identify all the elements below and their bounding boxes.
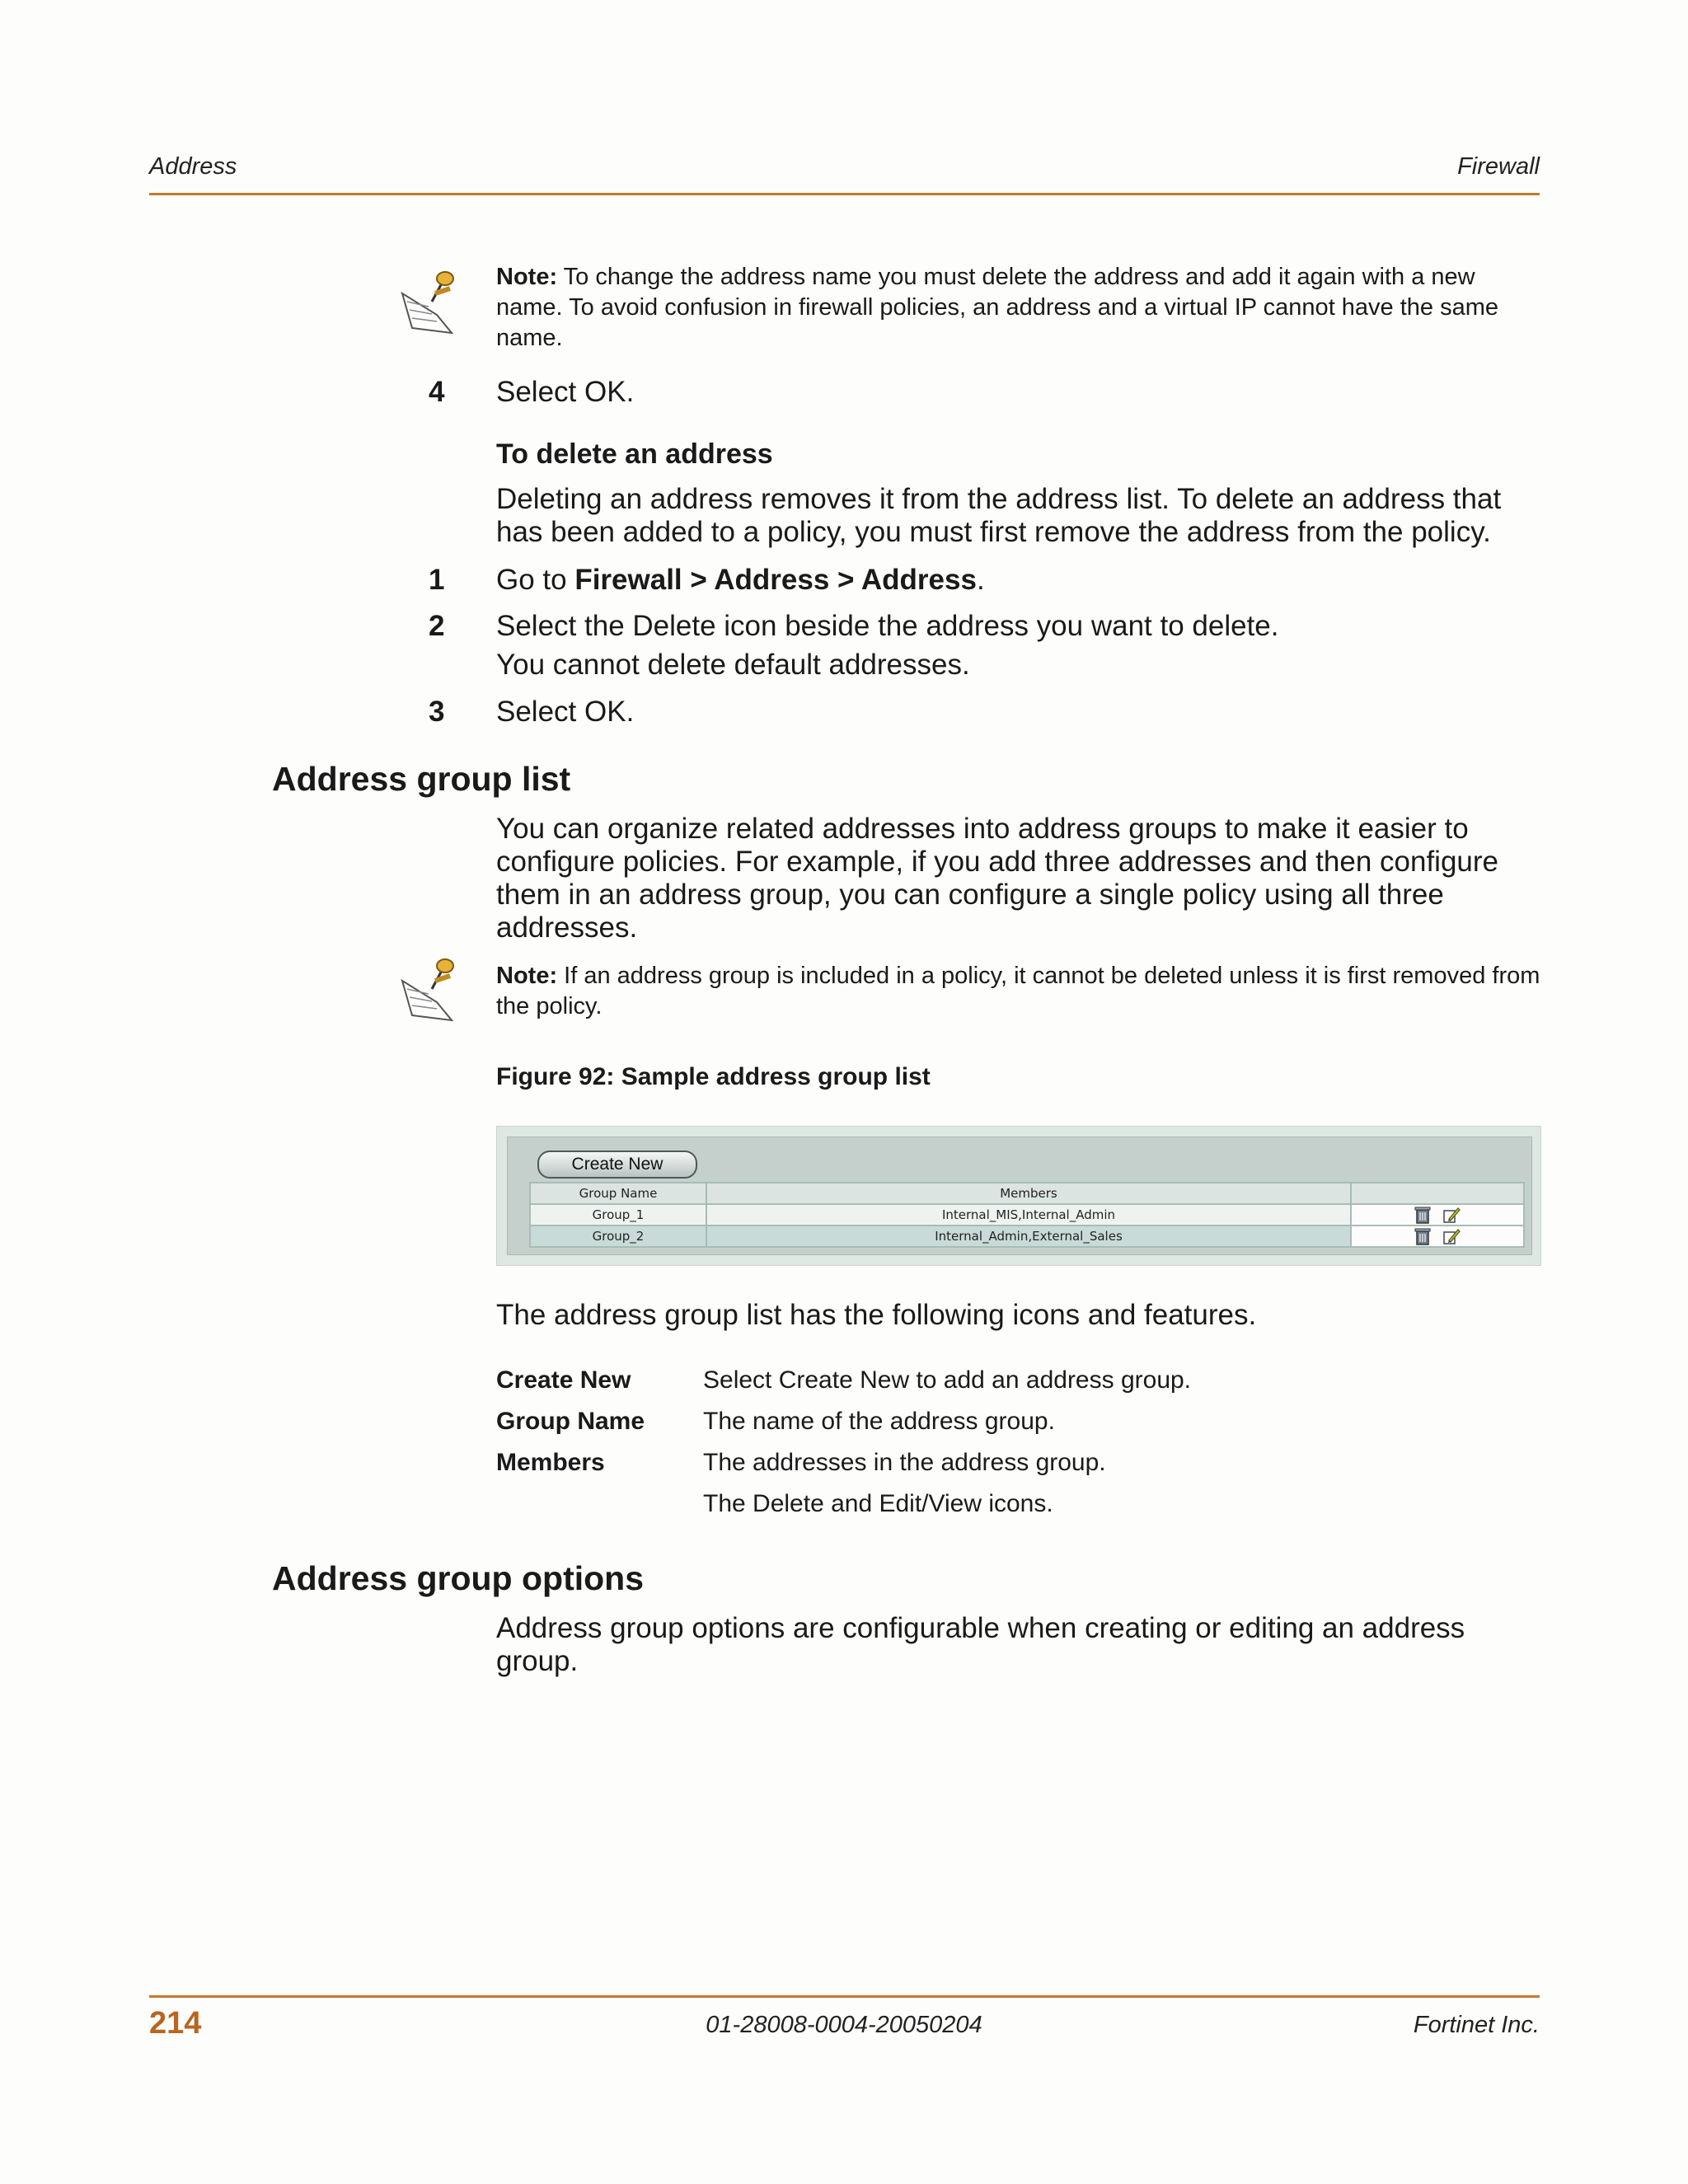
feature-term: Create New <box>496 1366 631 1394</box>
menu-path: Firewall > Address > Address <box>574 564 977 596</box>
row-actions <box>1351 1226 1524 1247</box>
step-number: 3 <box>429 696 445 728</box>
delete-trash-icon[interactable] <box>1414 1227 1431 1245</box>
note-label: Note: <box>496 264 558 290</box>
header-section-title: Address <box>149 153 237 180</box>
figure-screenshot <box>496 1126 1541 1266</box>
create-new-button[interactable]: Create New <box>537 1151 697 1179</box>
note-pushpin-icon <box>396 956 463 1024</box>
feature-description: The addresses in the address group. <box>703 1449 1106 1476</box>
section-heading: Address group options <box>272 1559 644 1597</box>
column-header-members: Members <box>706 1183 1351 1204</box>
edit-pencil-icon[interactable] <box>1442 1227 1461 1245</box>
step-number: 2 <box>429 610 445 642</box>
note-group-delete <box>496 961 1543 1022</box>
note-body: If an address group is included in a policy, it cannot be deleted unless it is first removed from the policy. <box>496 963 1540 1019</box>
column-header-group-name: Group Name <box>530 1183 706 1204</box>
header-rule <box>149 193 1540 195</box>
members-cell: Internal_Admin,External_Sales <box>706 1226 1351 1247</box>
step-text: Select OK. <box>496 376 635 408</box>
feature-description: Select Create New to add an address group. <box>703 1366 1192 1394</box>
note-pushpin-icon <box>396 269 463 336</box>
section-text: Address group options are configurable when creating or editing an address group. <box>496 1612 1465 1677</box>
step-number: 4 <box>429 376 445 408</box>
row-actions <box>1351 1204 1524 1226</box>
address-group-table <box>529 1182 1525 1248</box>
step-number: 1 <box>429 564 445 596</box>
header-chapter-title: Firewall <box>1457 153 1540 180</box>
company-name: Fortinet Inc. <box>1413 2012 1540 2038</box>
table-row <box>530 1226 1524 1247</box>
group-name-cell: Group_2 <box>530 1226 706 1247</box>
feature-description: The Delete and Edit/View icons. <box>703 1490 1053 1517</box>
procedure-intro: Deleting an address removes it from the address list. To delete an address that has been added to a policy, you must first remove the address from the policy. <box>496 483 1502 548</box>
document-id: 01-28008-0004-20050204 <box>706 2012 982 2038</box>
group-name-cell: Group_1 <box>530 1204 706 1226</box>
feature-term: Members <box>496 1449 605 1476</box>
step-text <box>496 564 985 597</box>
footer-rule <box>149 1995 1540 1998</box>
address-group-panel <box>507 1137 1532 1255</box>
feature-term: Group Name <box>496 1408 645 1435</box>
feature-description: The name of the address group. <box>703 1408 1055 1435</box>
column-header-actions <box>1351 1183 1524 1204</box>
delete-trash-icon[interactable] <box>1414 1206 1431 1224</box>
note-label: Note: <box>496 963 558 989</box>
step-suffix: . <box>976 564 985 596</box>
edit-pencil-icon[interactable] <box>1442 1206 1461 1224</box>
section-heading: Address group list <box>272 760 571 798</box>
figure-caption: Figure 92: Sample address group list <box>496 1063 931 1090</box>
step-text: Select OK. <box>496 696 635 728</box>
features-intro: The address group list has the following icons and features. <box>496 1299 1257 1331</box>
note-change-name <box>496 262 1543 354</box>
step-subtext: You cannot delete default addresses. <box>496 649 970 681</box>
table-row <box>530 1204 1524 1226</box>
step-prefix: Go to <box>496 564 575 596</box>
table-header-row <box>530 1183 1524 1204</box>
note-body: To change the address name you must delete the address and add it again with a new name. To avoid confusion in firewall policies, an address and a virtual IP cannot have the same name. <box>496 264 1499 351</box>
step-text: Select the Delete icon beside the address you want to delete. <box>496 610 1279 642</box>
page-number: 214 <box>149 2006 202 2041</box>
procedure-title: To delete an address <box>496 438 773 470</box>
members-cell: Internal_MIS,Internal_Admin <box>706 1204 1351 1226</box>
section-intro: You can organize related addresses into address groups to make it easier to configure policies. For example, if you add three addresses and then configure them in an address group, you can configure a single policy using all three addresses. <box>496 813 1498 944</box>
